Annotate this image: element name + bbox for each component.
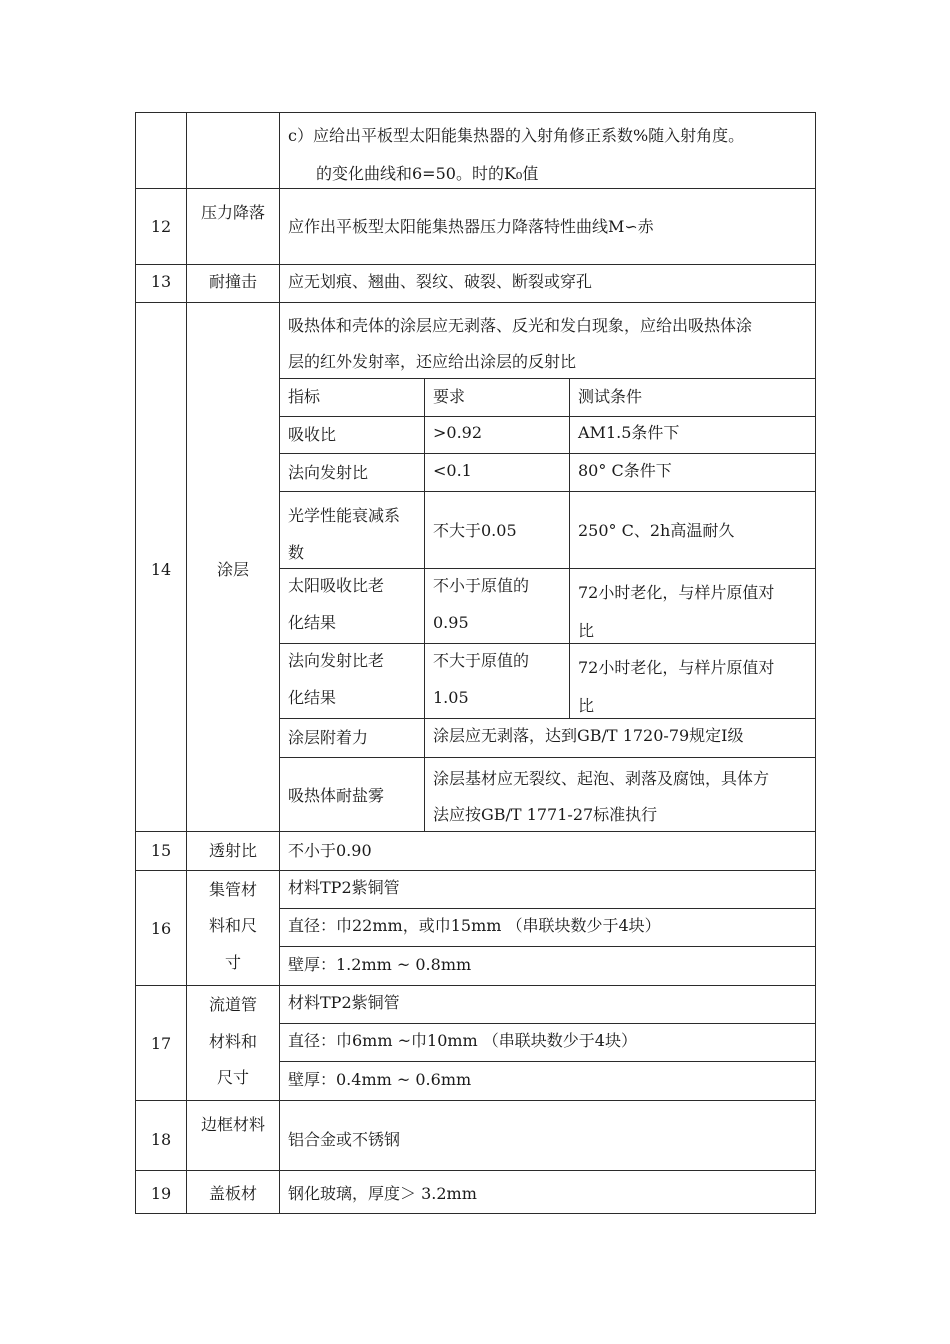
angle-modifier-line-1: c）应给出平板型太阳能集热器的入射角修正系数%随入射角度。	[288, 126, 745, 145]
cell-indicator: 太阳吸收比老	[288, 576, 385, 595]
row-number: 15	[150, 841, 172, 860]
row-content: 材料TP2紫铜管	[288, 993, 400, 1012]
row-label: 材料和	[208, 1032, 257, 1051]
row-number: 16	[150, 919, 172, 938]
row-content: 直径：巾22mm，或巾15mm （串联块数少于4块）	[288, 916, 661, 935]
cell-indicator: 法向发射比	[288, 463, 369, 482]
row-number: 17	[150, 1034, 172, 1053]
row-content: 材料TP2紫铜管	[288, 878, 400, 897]
header-requirement: 要求	[433, 387, 466, 406]
row-number: 12	[150, 217, 172, 236]
cell-condition: 80° C条件下	[578, 461, 672, 480]
row-label: 边框材料	[200, 1115, 265, 1134]
cell-condition: 72小时老化，与样片原值对	[578, 583, 775, 602]
row-number: 14	[150, 560, 172, 579]
cell-indicator: 吸热体耐盐雾	[288, 786, 385, 805]
row-content: 壁厚：1.2mm ~ 0.8mm	[288, 955, 472, 974]
row-label: 盖板材	[208, 1184, 257, 1203]
row-content: 钢化玻璃，厚度＞ 3.2mm	[288, 1184, 477, 1203]
cell-indicator: 光学性能衰减系	[288, 506, 401, 525]
cell-requirement: 不大于0.05	[433, 521, 517, 540]
cell-condition: 72小时老化，与样片原值对	[578, 658, 775, 677]
row-label: 耐撞击	[208, 272, 257, 291]
row-content: 铝合金或不锈钢	[288, 1130, 401, 1149]
row-label: 透射比	[208, 841, 257, 860]
cell-condition: 比	[578, 696, 595, 715]
cell-indicator: 涂层附着力	[288, 728, 369, 747]
cell-indicator: 吸收比	[288, 425, 337, 444]
cell-requirement: 不小于原值的	[433, 576, 530, 595]
coating-intro-line-2: 层的红外发射率，还应给出涂层的反射比	[288, 352, 577, 371]
cell-condition: 250° C、2h高温耐久	[578, 521, 735, 540]
row-label: 流道管	[208, 995, 257, 1014]
row-label: 压力降落	[200, 203, 265, 222]
row-content: 不小于0.90	[288, 841, 372, 860]
row-label: 涂层	[216, 560, 249, 579]
coating-intro-line-1: 吸热体和壳体的涂层应无剥落、反光和发白现象，应给出吸热体涂	[288, 316, 753, 335]
cell-condition: AM1.5条件下	[578, 423, 680, 442]
cell-requirement: 涂层应无剥落，达到GB/T 1720-79规定I级	[433, 726, 744, 745]
row-content: 应无划痕、翘曲、裂纹、破裂、断裂或穿孔	[288, 272, 593, 291]
cell-requirement: 1.05	[433, 688, 469, 707]
row-content: 应作出平板型太阳能集热器压力降落特性曲线M∽赤	[288, 217, 654, 236]
row-label: 集管材	[208, 880, 257, 899]
header-indicator: 指标	[288, 387, 321, 406]
cell-requirement: 涂层基材应无裂纹、起泡、剥落及腐蚀，具体方	[433, 769, 770, 788]
row-label: 料和尺	[208, 916, 257, 935]
cell-indicator: 化结果	[288, 688, 337, 707]
row-number: 19	[150, 1184, 172, 1203]
row-label: 寸	[224, 953, 241, 972]
row-content: 直径：巾6mm ~巾10mm （串联块数少于4块）	[288, 1031, 637, 1050]
cell-requirement: 法应按GB/T 1771-27标准执行	[433, 805, 658, 824]
cell-indicator: 法向发射比老	[288, 651, 385, 670]
cell-requirement: >0.92	[433, 423, 483, 442]
row-number: 13	[150, 272, 172, 291]
header-test-condition: 测试条件	[578, 387, 643, 406]
row-number: 18	[150, 1130, 172, 1149]
cell-requirement: 0.95	[433, 613, 469, 632]
cell-indicator: 化结果	[288, 613, 337, 632]
cell-requirement: <0.1	[433, 461, 472, 480]
cell-requirement: 不大于原值的	[433, 651, 530, 670]
cell-indicator: 数	[288, 543, 305, 562]
angle-modifier-line-2: 的变化曲线和6=50。时的K₀值	[316, 164, 539, 183]
row-content: 壁厚：0.4mm ~ 0.6mm	[288, 1070, 472, 1089]
cell-condition: 比	[578, 621, 595, 640]
row-label: 尺寸	[216, 1068, 249, 1087]
